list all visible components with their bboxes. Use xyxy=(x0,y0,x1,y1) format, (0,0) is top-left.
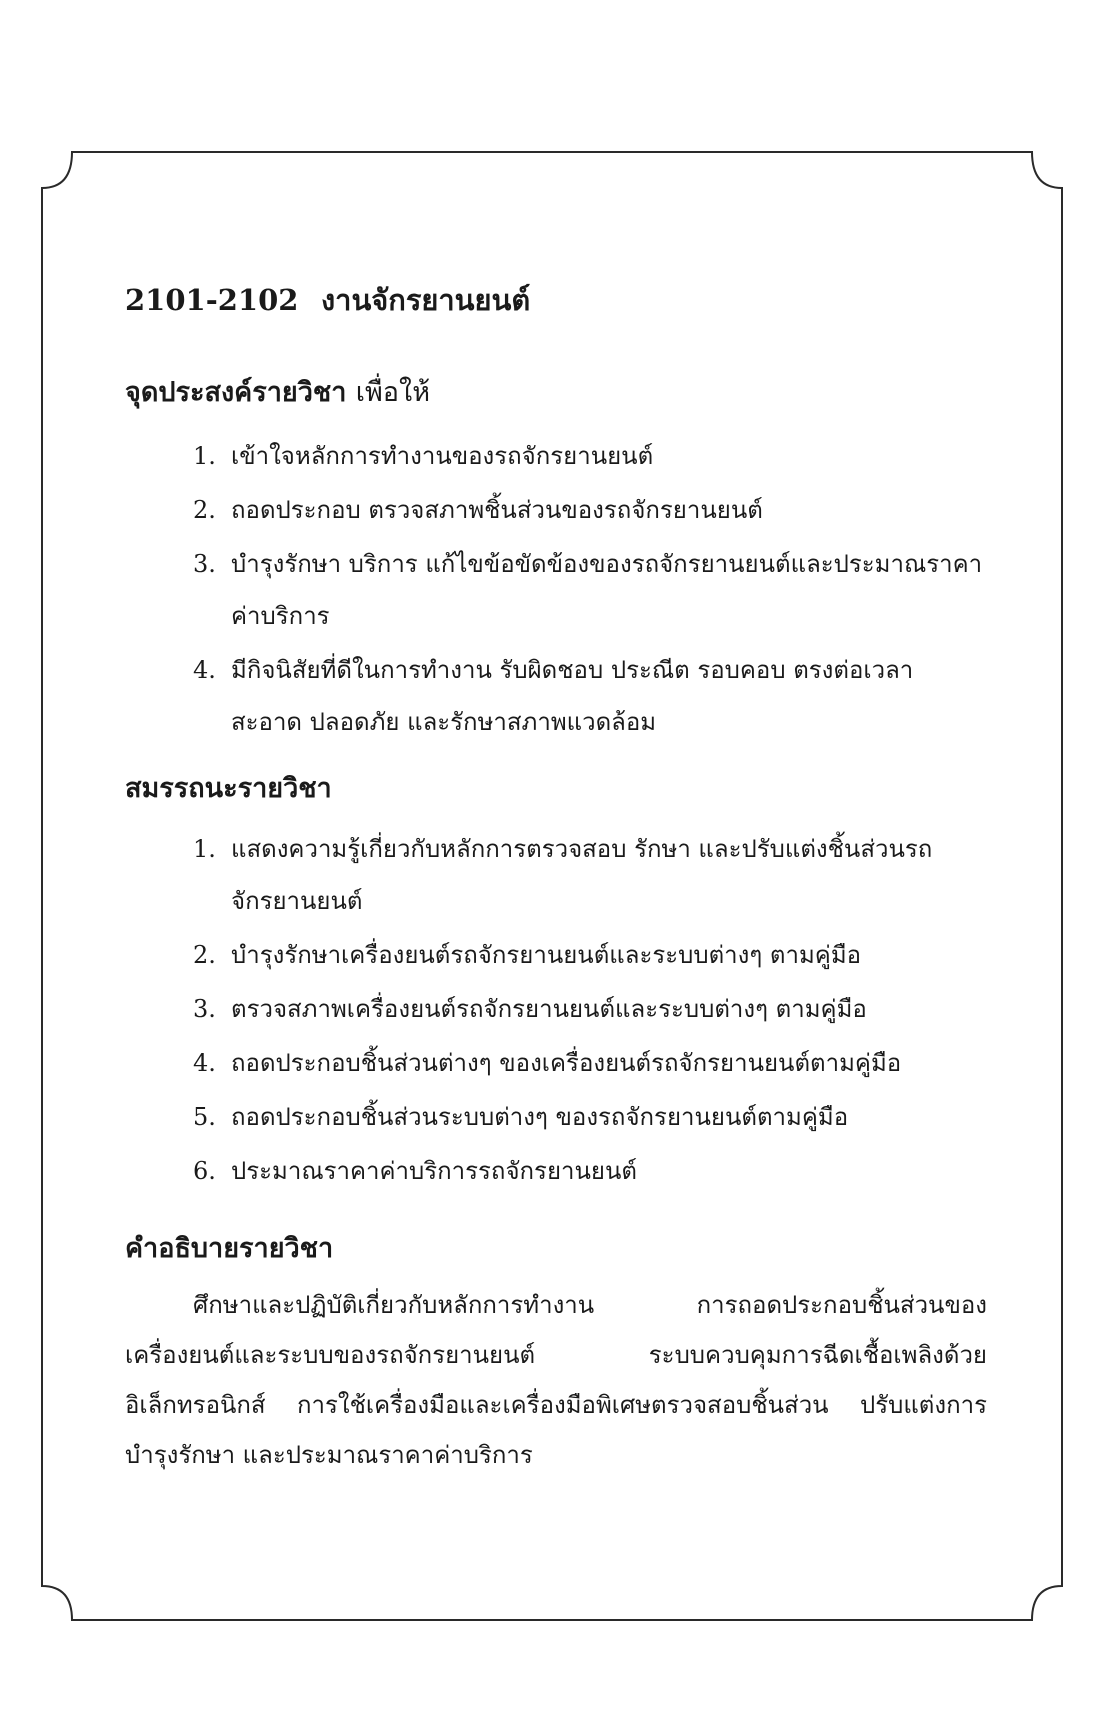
course-name: งานจักรยานยนต์ xyxy=(321,283,531,317)
item-number: 3. xyxy=(193,550,216,578)
objectives-heading-text: จุดประสงค์รายวิชา xyxy=(125,377,347,408)
item-text: ประมาณราคาค่าบริการรถจักรยานยนต์ xyxy=(231,1157,637,1185)
list-item xyxy=(193,929,983,981)
description-heading: คำอธิบายรายวิชา xyxy=(125,1233,334,1264)
list-item xyxy=(193,644,983,748)
item-number: 1. xyxy=(193,442,216,470)
course-code: 2101-2102 xyxy=(125,283,299,317)
item-text: ตรวจสภาพเครื่องยนต์รถจักรยานยนต์และระบบต่างๆ ตามคู่มือ xyxy=(231,995,867,1023)
item-text: แสดงความรู้เกี่ยวกับหลักการตรวจสอบ รักษา และปรับแต่งชิ้นส่วนรถจักรยานยนต์ xyxy=(231,835,933,915)
item-text: บำรุงรักษา บริการ แก้ไขข้อขัดข้องของรถจักรยานยนต์และประมาณราคาค่าบริการ xyxy=(231,550,983,630)
competency-heading: สมรรถนะรายวิชา xyxy=(125,773,332,804)
item-number: 4. xyxy=(193,1049,216,1077)
list-item xyxy=(193,983,983,1035)
list-item xyxy=(193,484,983,536)
objectives-heading-suffix: เพื่อให้ xyxy=(355,377,430,408)
page-content xyxy=(125,0,985,1732)
item-text: เข้าใจหลักการทำงานของรถจักรยานยนต์ xyxy=(231,442,654,470)
item-number: 3. xyxy=(193,995,216,1023)
item-text: ถอดประกอบชิ้นส่วนต่างๆ ของเครื่องยนต์รถจักรยานยนต์ตามคู่มือ xyxy=(231,1049,902,1077)
list-item xyxy=(193,1037,983,1089)
item-number: 5. xyxy=(193,1103,216,1131)
description-paragraph: ศึกษาและปฏิบัติเกี่ยวกับหลักการทำงาน การถอดประกอบชิ้นส่วนของเครื่องยนต์และระบบของรถจักรยานยนต์ ระบบควบคุมการฉีดเชื้อเพลิงด้วยอิเล็กทรอนิกส์ การใช้เครื่องมือและเครื่องมือพิเศษตรวจสอบชิ้นส่วน ปรับแต่งการบำรุงรักษา และประมาณราคาค่าบริการ xyxy=(125,1291,987,1469)
item-text: ถอดประกอบ ตรวจสภาพชิ้นส่วนของรถจักรยานยนต์ xyxy=(231,496,763,524)
item-number: 2. xyxy=(193,941,216,969)
list-item xyxy=(193,1145,983,1197)
list-item xyxy=(193,1091,983,1143)
item-number: 6. xyxy=(193,1157,216,1185)
list-item xyxy=(193,823,983,927)
list-item xyxy=(193,430,983,482)
competency-list xyxy=(193,823,983,1199)
item-text: บำรุงรักษาเครื่องยนต์รถจักรยานยนต์และระบบต่างๆ ตามคู่มือ xyxy=(231,941,862,969)
course-title xyxy=(125,282,530,318)
objectives-heading xyxy=(125,376,430,410)
item-text: ถอดประกอบชิ้นส่วนระบบต่างๆ ของรถจักรยานยนต์ตามคู่มือ xyxy=(231,1103,849,1131)
item-number: 2. xyxy=(193,496,216,524)
item-number: 1. xyxy=(193,835,216,863)
item-text: มีกิจนิสัยที่ดีในการทำงาน รับผิดชอบ ประณีต รอบคอบ ตรงต่อเวลา สะอาด ปลอดภัย และรักษาสภาพแวดล้อม xyxy=(231,656,914,736)
list-item xyxy=(193,538,983,642)
item-number: 4. xyxy=(193,656,216,684)
objectives-list xyxy=(193,430,983,750)
